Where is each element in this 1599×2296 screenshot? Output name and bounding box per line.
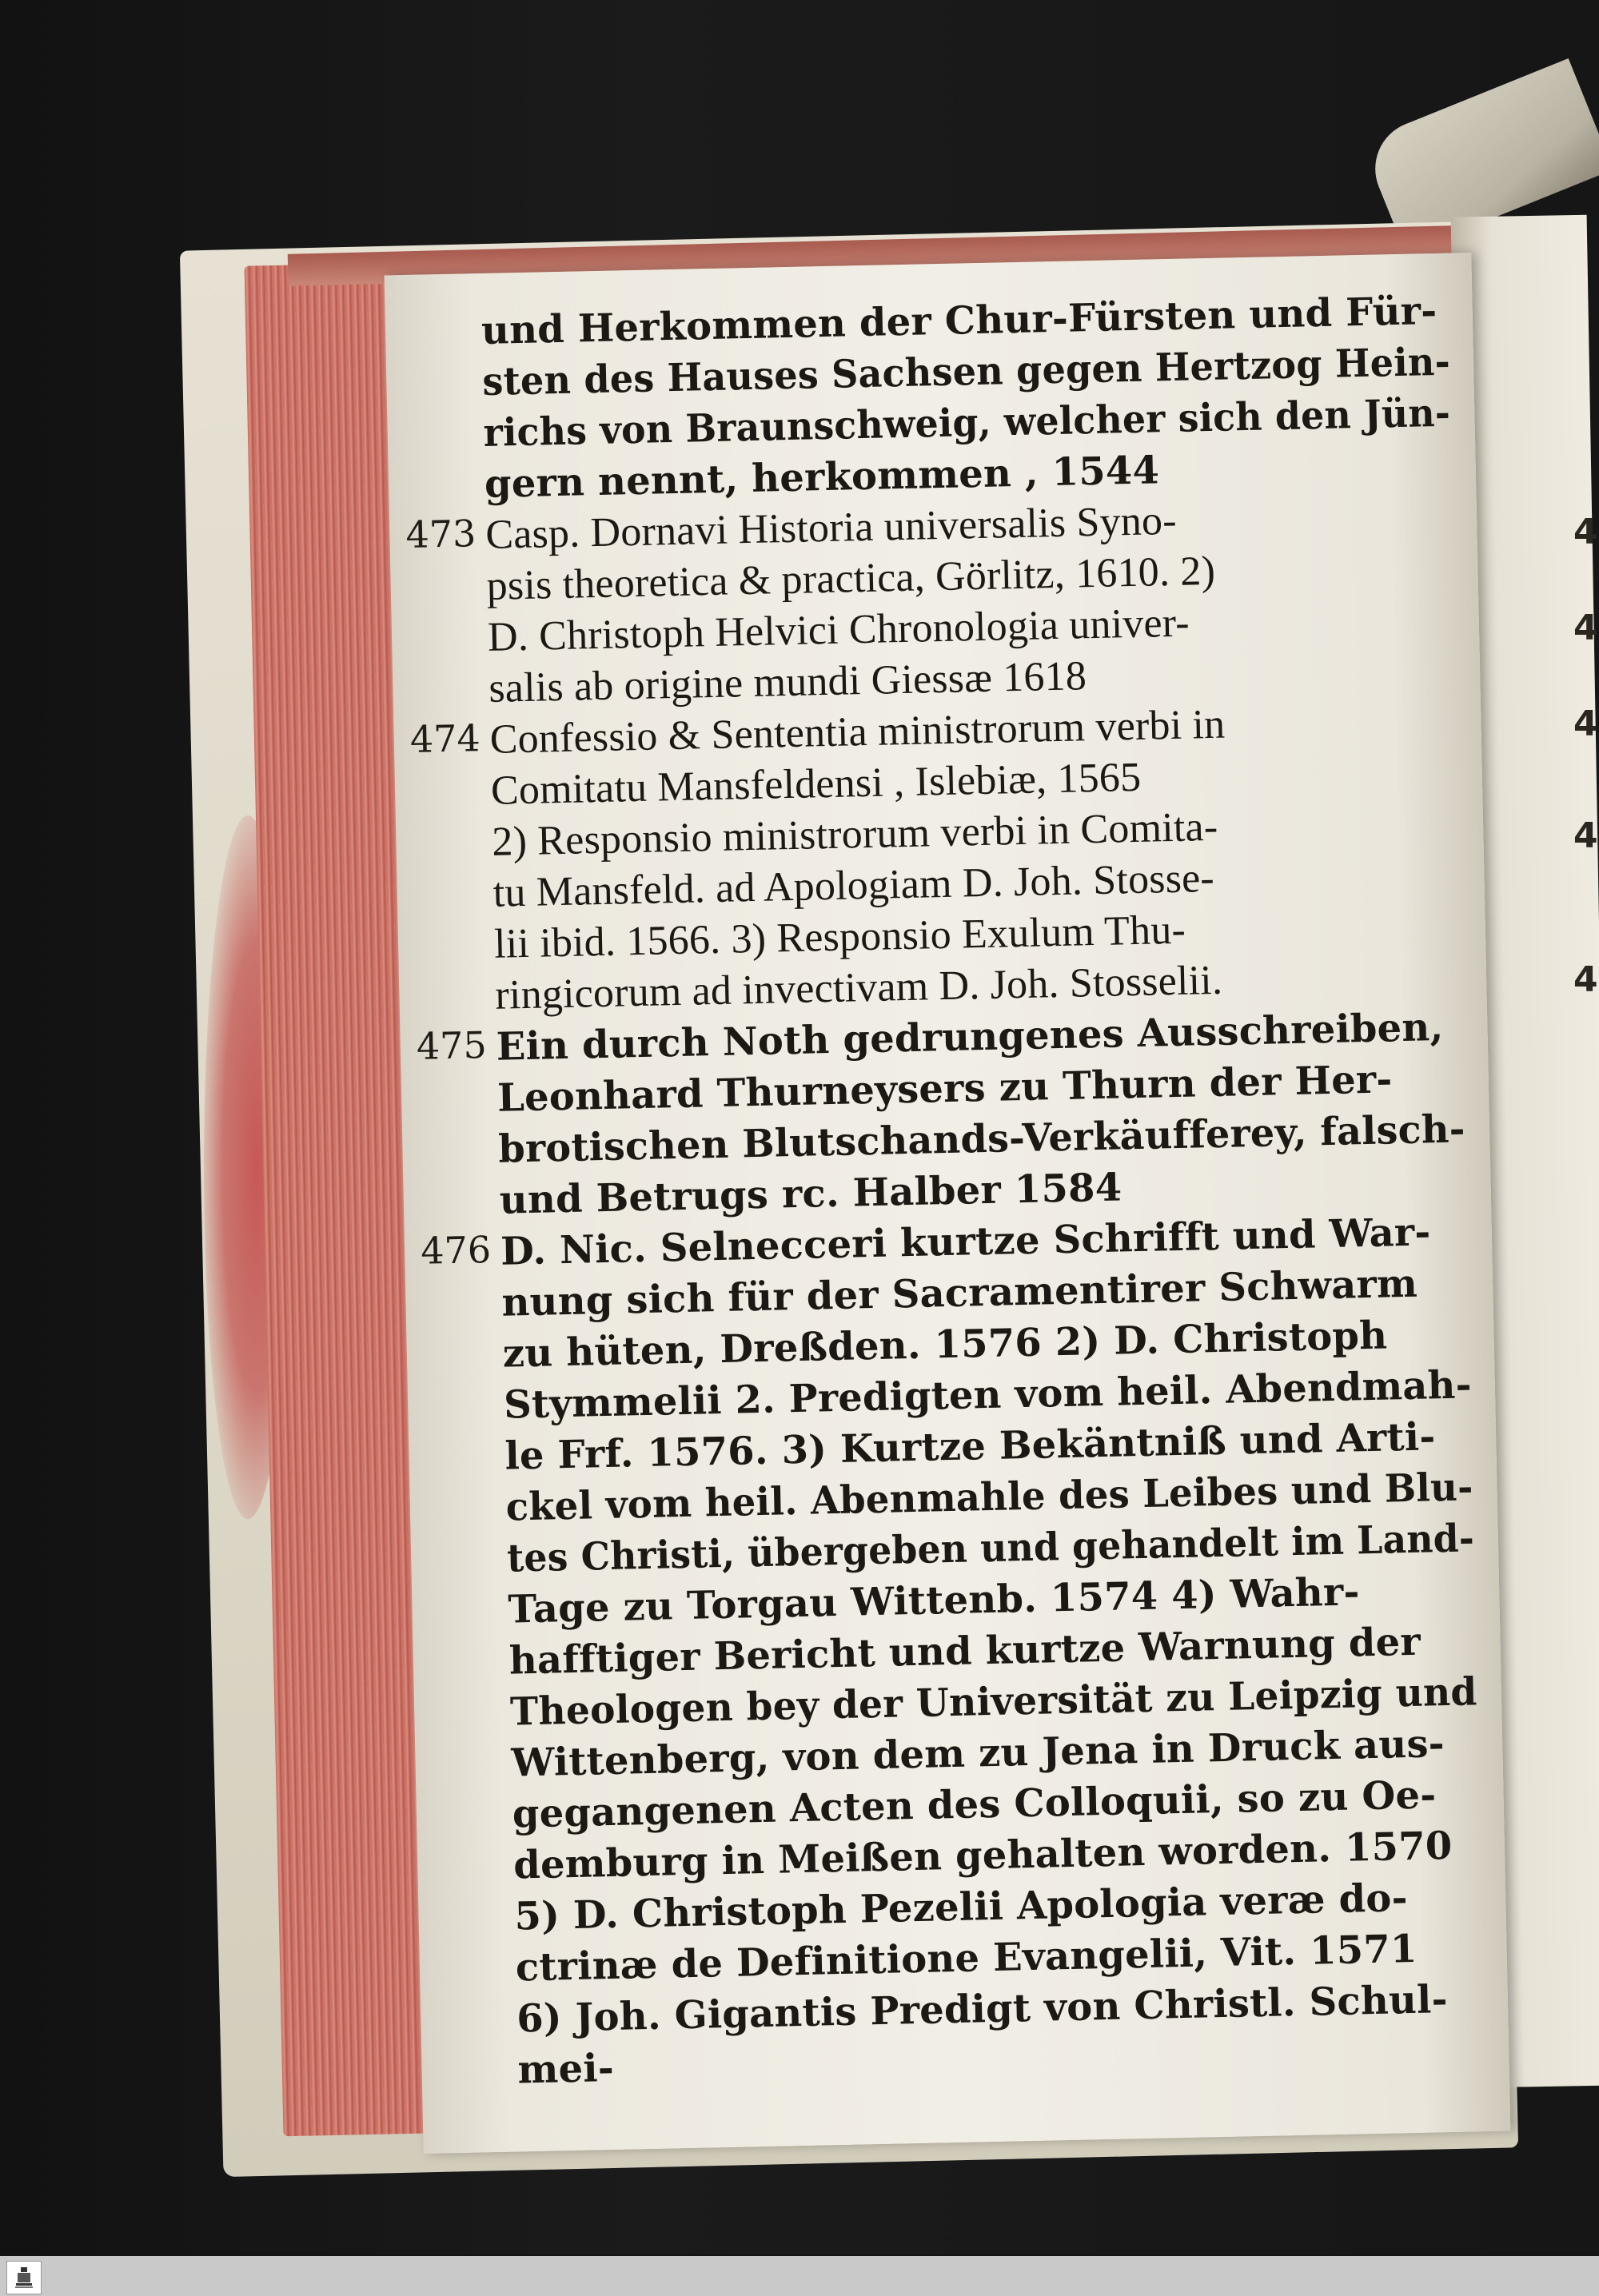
entry-line: Ein durch Noth gedrungenes Ausschreiben, bbox=[496, 1004, 1444, 1070]
entry-line: 2) Responsio ministrorum verbi in Comita- bbox=[491, 803, 1218, 865]
entry-line: le Frf. 1576. 3) Kurtze Bekäntniß und Arti- bbox=[504, 1414, 1436, 1479]
catalogue-entry bbox=[416, 1001, 1467, 1226]
entry-number: 473 bbox=[405, 512, 477, 556]
entry-line: lii ibid. 1566. 3) Responsio Exulum Thu- bbox=[493, 907, 1186, 967]
entry-number: 475 bbox=[416, 1023, 488, 1068]
facing-page-number: 4 bbox=[1573, 704, 1598, 744]
catalogue-entry bbox=[420, 1206, 1485, 2095]
catalogue-text bbox=[405, 285, 1485, 2096]
entry-number: 476 bbox=[420, 1227, 492, 1273]
entry-line: D. Nic. Selnecceri kurtze Schrifft und War- bbox=[500, 1210, 1432, 1274]
library-logo-icon[interactable] bbox=[6, 2261, 42, 2294]
entry-line: nung sich für der Sacramentirer Schwarm bbox=[500, 1261, 1418, 1325]
entry-line: richs von Braunschweig, welcher sich den Jün- bbox=[483, 390, 1451, 456]
entry-line: Wittenberg, von dem zu Jena in Druck aus- bbox=[510, 1721, 1445, 1786]
entry-line: brotischen Blutschands-Verkäufferey, falsch- bbox=[497, 1106, 1466, 1172]
entry-line: ctrinæ de Definitione Evangelii, Vit. 1571 bbox=[515, 1926, 1418, 1991]
catalogue-entry bbox=[405, 490, 1457, 715]
entry-line: Stymmelii 2. Predigten vom heil. Abendmah- bbox=[503, 1362, 1473, 1428]
entry-line: 6) Joh. Gigantis Predigt von Christl. Schul- bbox=[516, 1977, 1449, 2042]
entry-line: und Herkommen der Chur-Fürsten und Für- bbox=[480, 288, 1438, 353]
facing-page-number: 4 bbox=[1573, 512, 1598, 552]
viewer-bottom-bar bbox=[0, 2256, 1599, 2296]
entry-line: Leonhard Thurneysers zu Thurn der Her- bbox=[496, 1057, 1394, 1121]
book-page bbox=[385, 253, 1511, 2154]
entry-number: 474 bbox=[409, 716, 481, 761]
facing-page-margin-numbers bbox=[1567, 304, 1599, 1423]
entry-line: mei- bbox=[517, 2045, 615, 2093]
entry-line: Theologen bey der Universität zu Leipzig und bbox=[509, 1669, 1478, 1735]
entry-line: ringicorum ad invectivam D. Joh. Stosselii. bbox=[494, 957, 1223, 1018]
entry-line: psis theoretica & practica, Görlitz, 1610. 2) bbox=[486, 548, 1216, 609]
entry-line: Confessio & Sententia ministrorum verbi in bbox=[489, 701, 1226, 763]
facing-page-number: 4 bbox=[1573, 608, 1598, 648]
facing-page-number: 4 bbox=[1573, 959, 1598, 1000]
entry-line: 5) D. Christoph Pezelii Apologia veræ do- bbox=[513, 1875, 1409, 1939]
entry-line: gern nennt, herkommen , 1544 bbox=[484, 448, 1160, 507]
entry-line: Tage zu Torgau Wittenb. 1574 4) Wahr- bbox=[507, 1569, 1361, 1632]
entry-line: D. Christoph Helvici Chronologia univer- bbox=[487, 600, 1190, 660]
catalogue-entry bbox=[480, 285, 1452, 510]
entry-line: Casp. Dornavi Historia universalis Syno- bbox=[484, 497, 1178, 558]
entry-line: ckel vom heil. Abenmahle des Leibes und Blu- bbox=[505, 1465, 1474, 1530]
entry-line: und Betrugs rc. Halber 1584 bbox=[499, 1165, 1122, 1223]
entry-line: zu hüten, Dreßden. 1576 2) D. Christoph bbox=[502, 1313, 1388, 1377]
facing-page-number: 4 bbox=[1573, 815, 1598, 856]
catalogue-entry bbox=[409, 695, 1463, 1022]
entry-line: salis ab origine mundi Giessæ 1618 bbox=[488, 653, 1087, 712]
entry-line: gegangenen Acten des Colloquii, so zu Oe- bbox=[512, 1772, 1437, 1837]
entry-line: tes Christi, übergeben und gehandelt im Land- bbox=[506, 1516, 1475, 1581]
entry-line: tu Mansfeld. ad Apologiam D. Joh. Stosse- bbox=[492, 855, 1215, 916]
entry-line: hafftiger Bericht und kurtze Warnung der bbox=[508, 1619, 1422, 1684]
entry-line: demburg in Meißen gehalten worden. 1570 bbox=[512, 1823, 1453, 1888]
entry-line: Comitatu Mansfeldensi , Islebiæ, 1565 bbox=[490, 754, 1142, 814]
entry-line: sten des Hauses Sachsen gegen Hertzog Hein- bbox=[481, 339, 1451, 405]
